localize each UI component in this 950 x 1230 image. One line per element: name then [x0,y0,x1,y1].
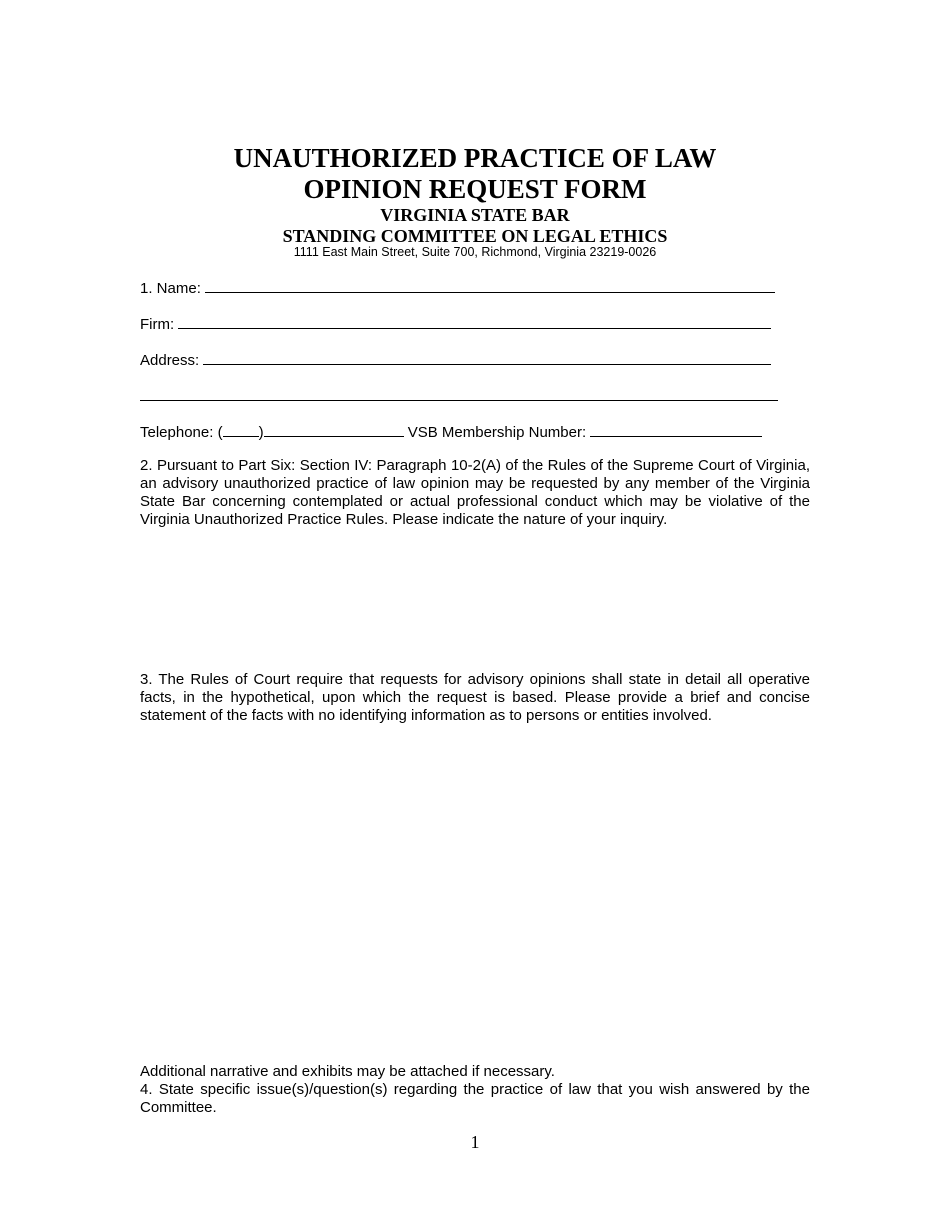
firm-field[interactable] [178,314,771,329]
firm-row [140,314,771,334]
section-3-text: 3. The Rules of Court require that requests for advisory opinions shall state in detail all operative facts, in the hypothetical, upon which the request is based. Please provide a brief and concise statement of the facts with no identifying information as to persons or entities involved. [140,671,810,724]
form-title-line1: UNAUTHORIZED PRACTICE OF LAW [233,143,717,173]
telephone-row [140,422,762,442]
name-label: 1. Name: [140,280,201,297]
vsb-label: VSB Membership Number: [407,424,587,441]
organization-name: VIRGINIA STATE BAR [380,205,570,225]
page-number: 1 [470,1132,480,1152]
name-row [140,278,775,298]
telephone-paren: ) [258,424,264,441]
telephone-label: Telephone: ( [140,424,223,441]
section-2-text: 2. Pursuant to Part Six: Section IV: Paragraph 10-2(A) of the Rules of the Supreme Court of Virginia, an advisory unauthorized practice of law opinion may be requested by any member of the Virginia State Bar concerning contemplated or actual professional conduct which may be violative of the Virginia Unauthorized Practice Rules. Please indicate the nature of your inquiry. [140,457,810,528]
committee-name: STANDING COMMITTEE ON LEGAL ETHICS [282,226,668,246]
address-label: Address: [140,352,200,369]
vsb-membership-field[interactable] [590,422,762,437]
address-field[interactable] [203,350,771,365]
address-row-2 [140,386,778,406]
telephone-field[interactable] [264,422,404,437]
firm-label: Firm: [140,316,175,333]
section-4-text: 4. State specific issue(s)/question(s) regarding the practice of law that you wish answered by the Committee. [140,1081,810,1116]
area-code-field[interactable] [223,422,259,437]
name-field[interactable] [205,278,775,293]
address-row [140,350,771,370]
additional-note: Additional narrative and exhibits may be attached if necessary. [140,1063,555,1080]
address-field-2[interactable] [140,386,778,401]
form-title-line2: OPINION REQUEST FORM [303,174,647,204]
organization-address: 1111 East Main Street, Suite 700, Richmond, Virginia 23219-0026 [293,245,657,259]
